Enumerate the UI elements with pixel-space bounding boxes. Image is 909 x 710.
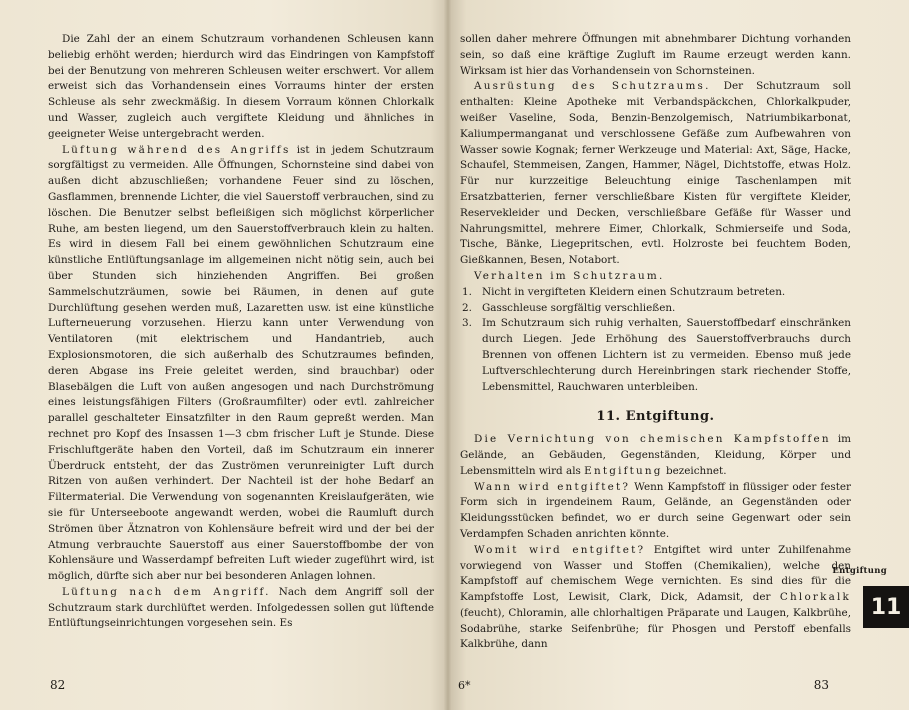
heading-lueftung-waehrend: Lüftung während des Angriffs [62,143,291,156]
text-womit-end: (feucht), Chloramin, alle chlorhaltigen Präparate und Laugen, Kalkbrühe, Sodabrühe, starke Seifenbrühe; für Phosgen und Perstoff ebenfalls Kalkbrühe, dann [460,606,851,651]
thumb-index-label: Entgiftung [832,566,887,576]
section-title-entgiftung: 11. Entgiftung. [596,409,715,425]
list-item-text: Nicht in vergifteten Kleidern einen Schutzraum betreten. [482,285,786,298]
thumb-index-tab[interactable]: 11 [863,586,909,628]
book-gutter [444,0,452,710]
list-item [460,285,851,301]
text-vernichtung-end: bezeichnet. [662,464,727,477]
heading-wann: Wann wird entgiftet? [474,480,631,493]
paragraph-vernichtung [460,432,851,479]
paragraph-ausruestung [460,79,851,269]
heading-ausruestung: Ausrüstung des Schutzraums. [474,80,711,93]
page-number-left: 82 [50,678,66,692]
paragraph-womit [460,543,851,654]
heading-verhalten: Verhalten im Schutzraum. [474,269,665,282]
left-page-text [48,32,434,632]
text-lueftung-waehrend: ist in jedem Schutzraum sorgfältigst zu vermeiden. Alle Öffnungen, Schornsteine sind dabei von außen dicht abzuschließen; vorhandene Feuer sind zu löschen, Gasflammen, brennende Lichter, die viel Sauerstoff verbrauchen, sind zu löschen. Die Benutzer selbst befleißigen sich möglichst körperlicher Ruhe, am besten liegend, um den Sauerstoffverbrauch klein zu halten. Es wird in diesem Fall bei einem gewöhnlichen Schutzraum eine künstliche Entlüftungsanlage im allgemeinen nicht nötig sein, auch bei über Stunden sich hinziehenden Angriffen. Bei großen Sammelschutzräumen, sowie bei Räumen, in denen auf gute Durchlüftung gesehen werden muß, Lazaretten usw. ist eine künstliche Lufterneuerung vorzusehen. Hierzu kann unter Verwendung von Ventilatoren (mit elektrischem und Handantrieb, auch Explosionsmotoren, die sich außerhalb des Schutzraumes befinden, deren Abgase ins Freie geleitet werden, sind brauchbar) oder Blasebälgen die Luft von außen angesogen und nach Durchströmung eines leistungsfähigen Filters (Großraumfilter) oder evtl. zahlreicher parallel geschalteter Einsatzfilter in den Raum gepreßt werden. Man rechnet pro Kopf des Insassen 1—3 cbm frischer Luft je Stunde. Diese Frischluftgeräte haben den Vorteil, daß im Schutzraum ein innerer Überdruck entsteht, der das Zuströmen verunreinigter Luft durch Ritzen von außen verhindert. Der Nachteil ist der hohe Bedarf an Filtermaterial. Die Verwendung von sogenannten Kreislaufgeräten, wie sie für Unterseeboote angewandt werden, wobei die Raumluft durch Strömen über Ätznatron von Kohlensäure befreit wird und der bei der Atmung verbrauchte Sauerstoff aus einer Sauerstoffbombe der von Kohlensäure und Wasserdampf befreiten Luft wieder zugeführt wird, ist möglich, dürfte sich aber nur bei besonderen Anlagen lohnen. [48,143,434,583]
paragraph-lueftung-waehrend [48,143,434,585]
paragraph-lueftung-nach [48,585,434,632]
heading-womit: Womit wird entgiftet? [474,543,646,556]
list-item-number: 1. [462,285,472,298]
list-item-text: Gasschleuse sorgfältig verschließen. [482,301,676,314]
list-item-number: 3. [462,317,472,330]
term-chlorkalk: Chlorkalk [779,591,851,604]
signature-area [448,670,909,710]
list-item [460,301,851,317]
text-vernichtung: im Gelände, an Gebäuden, Gegenständen, Kleidung, Körper und Lebensmitteln wird als [460,433,852,477]
list-item-number: 2. [462,301,472,314]
verhalten-list [460,285,851,396]
right-page [448,0,909,710]
heading-lueftung-nach: Lüftung nach dem Angriff. [62,585,271,598]
signature-mark: 6* [458,679,471,692]
text-womit: Entgiftet wird unter Zuhilfenahme vorwiegend von Wasser und Stoffen (Chemikalien), welche den Kampfstoff auf chemischem Wege vernichten. Es sind dies für die Kampfstoffe Lost, Lewisit, Clark, Dick, Adamsit, der [460,543,851,604]
paragraph-wann [460,480,851,543]
term-entgiftung: Entgiftung [584,464,663,477]
list-item [460,316,851,395]
list-item-text: Im Schutzraum sich ruhig verhalten, Sauerstoffbedarf einschränken durch Liegen. Jede Erhöhung des Sauerstoffverbrauchs durch Brennen von offenen Lichtern ist zu vermeiden. Ebenso muß jede Luftverschlechterung durch Hereinbringen stark riechender Stoffe, Lebensmittel, Rauchwaren unterbleiben. [482,317,851,393]
text-wann: Wenn Kampfstoff in flüssiger oder fester Form sich in irgendeinem Raum, Gelände, an Gegenständen oder Kleidungsstücken befindet, wo er durch seine Gegenwart oder sein Verdampfen Schaden anrichten könnte. [460,480,851,540]
heading-verhalten-line [460,269,851,285]
right-page-text [460,32,851,653]
left-page [0,0,448,710]
text-lueftung-nach: Nach dem Angriff soll der Schutzraum stark durchlüftet werden. Infolgedessen sollen gut lüftende Entlüftungseinrichtungen vorgesehen sein. Es [48,585,434,630]
paragraph-zugluft: sollen daher mehrere Öffnungen mit abnehmbarer Dichtung vorhanden sein, so daß eine kräftige Zugluft im Raume erzeugt werden kann. Wirksam ist hier das Vorhandensein von Schornsteinen. [460,33,851,77]
text-ausruestung: Der Schutzraum soll enthalten: Kleine Apotheke mit Verbandspäckchen, Chlorkalkpuder, weißer Vaseline, Soda, Benzin-Benzolgemisch, Natriumbikarbonat, Kaliumpermanganat und verschlossene Gefäße zum Aufbewahren von Wasser sowie Kognak; ferner Werkzeuge und Material: Axt, Säge, Hacke, Schaufel, Stemmeisen, Zangen, Hammer, Nägel, Dichtstoffe, etwas Holz. Für nur kurzzeitige Beleuchtung einige Taschenlampen mit Ersatzbatterien, ferner verschließbare Kisten für vergiftete Kleider, Reservekleider und Decken, verschließbare Gefäße für Wasser und Nahrungsmittel, mehrere Eimer, Chlorkalk, Schmierseife und Soda, Tische, Bänke, Liegepritschen, evtl. Holzroste bei feuchtem Boden, Gießkannen, Besen, Notabort. [460,80,851,267]
page-number-right: 83 [813,678,829,692]
heading-vernichtung: Die Vernichtung von chemischen Kampfstoffen [474,433,831,446]
paragraph-schleusen: Die Zahl der an einem Schutzraum vorhandenen Schleusen kann beliebig erhöht werden; hierdurch wird das Eindringen von Kampfstoff bei der Benutzung von mehreren Schleusen weiter erschwert. Vor allem erweist sich das Vorhandensein eines Vorraums hinter der ersten Schleuse als sehr zweckmäßig. In diesem Vorraum können Chlorkalk und Wasser, zugleich auch vergiftete Kleidung und ähnliches in geeigneter Weise untergebracht werden. [48,33,434,140]
